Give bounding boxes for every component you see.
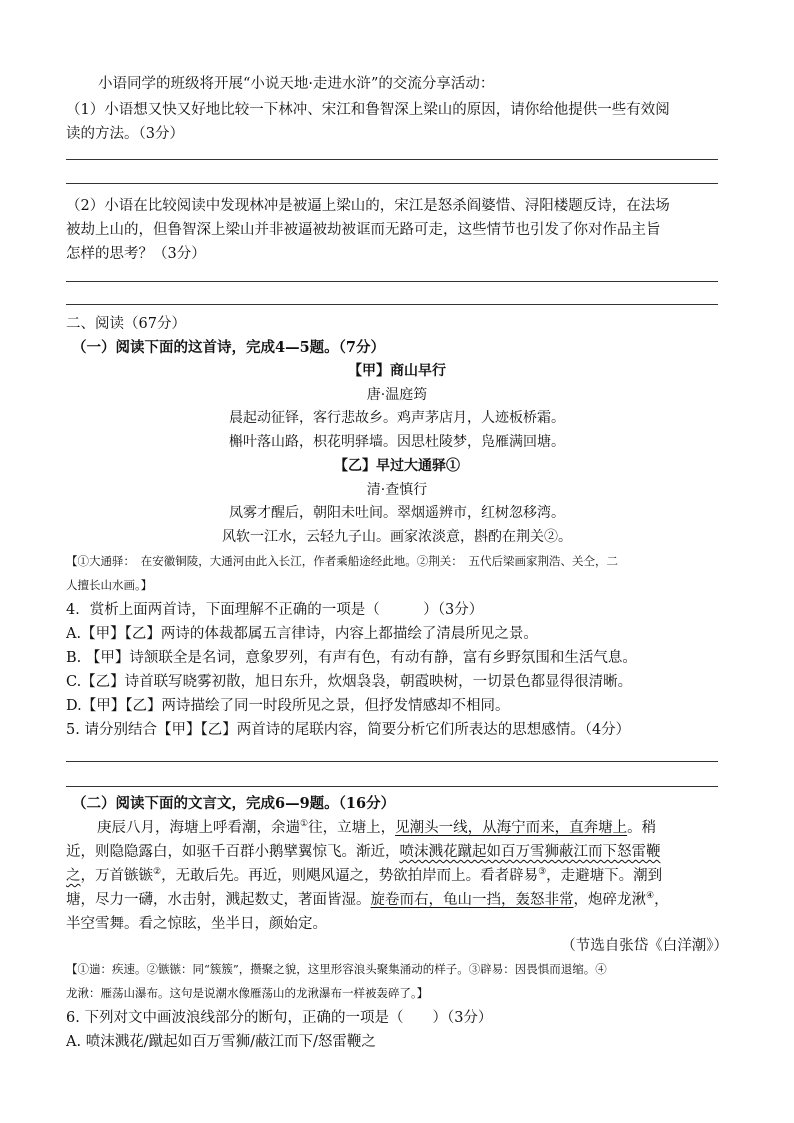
prose-text: 。稍 [627, 820, 657, 836]
footnote-mark: ① [300, 819, 309, 830]
prose-line [66, 866, 662, 886]
answer-line[interactable] [66, 159, 718, 160]
footnote-mark: ④ [646, 891, 655, 902]
prose-text: 塘，尽力一礴，水击射，溅起数丈，著面皆湿。 [66, 892, 371, 908]
question-4-option-c[interactable]: C.【乙】诗首联写晓雾初散，旭日东升，炊烟袅袅，朝霞映树，一切景色都显得很清晰。 [66, 674, 633, 690]
poem-2-line: 凤雾才醒后，朝阳未吐间。翠烟遥辨市，红树忽移湾。 [229, 505, 565, 521]
prose-text: ，炮碎龙湫 [573, 892, 646, 908]
poem-1-author: 唐·温庭筠 [366, 387, 428, 403]
poem-2-line [0, 527, 794, 547]
question-4-option-a[interactable]: A.【甲】【乙】两诗的体裁都属五言律诗，内容上都描绘了清晨所见之景。 [66, 626, 538, 642]
footnote-mark: ③ [538, 867, 547, 878]
question-6-option-a[interactable]: A. 喷沫溅花/蹴起如百万雪狮/蔽江而下/怒雷鞭之 [66, 1034, 376, 1050]
prose-text: ，走避塘下。潮到 [546, 868, 663, 884]
underlined-sentence: 见潮头一线，从海宁而来，直奔塘上 [395, 820, 628, 836]
poem-2-title-text: 【乙】早过大通驿 [334, 458, 446, 474]
poem-annotation: 【①大通驿： 在安徽铜陵，大通河由此入长江，作者乘船途经此地。②荆关： 五代后梁画家荆浩、关仝，二 [66, 554, 618, 568]
question-2-stem-cont: 怎样的思考？（3分） [66, 246, 206, 262]
part-2-heading: （二）阅读下面的文言文，完成6—9题。（16分） [72, 795, 396, 812]
answer-line[interactable] [66, 761, 718, 762]
poem-2-line-text: 风软一江水，云轻九子山。画家浓淡意，斟酌在荆关 [222, 529, 544, 545]
answer-line[interactable] [66, 281, 718, 282]
poem-1-title: 【甲】商山早行 [348, 363, 446, 379]
question-1-stem: （1）小语想又快又好地比较一下林冲、宋江和鲁智深上梁山的原因，请你给他提供一些有效阅 [66, 102, 670, 118]
prose-text: 庚辰八月，海塘上呼看潮，余遄 [97, 820, 300, 836]
intro-line: 小语同学的班级将开展“小说天地·走进水浒”的交流分享活动： [98, 76, 495, 92]
poem-2-author: 清·查慎行 [366, 482, 428, 498]
answer-line[interactable] [66, 304, 718, 305]
footnote-mark: ② [153, 867, 162, 878]
wavy-underlined-sentence: 之 [66, 868, 81, 884]
footnote-mark: ① [446, 458, 460, 474]
prose-text: ， [654, 892, 669, 908]
poem-2-title [0, 456, 794, 476]
prose-line [97, 818, 656, 838]
prose-text: ，万首镞镞 [80, 868, 153, 884]
question-4-option-b[interactable]: B. 【甲】诗颔联全是名词，意象罗列，有声有色，有动有静，富有乡野氛围和生活气息。 [66, 650, 637, 666]
poem-1-line: 晨起动征铎，客行悲故乡。鸡声茅店月，人迹板桥霜。 [229, 410, 565, 426]
question-2-stem-cont: 被劫上山的，但鲁智深上梁山并非被逼被劫被诓而无路可走，这些情节也引发了你对作品主旨 [66, 222, 661, 238]
poem-1-line: 槲叶落山路，枳花明驿墙。因思杜陵梦，凫雁满回塘。 [229, 434, 565, 450]
question-1-stem-cont: 读的方法。（3分） [66, 126, 184, 142]
answer-line[interactable] [66, 786, 718, 787]
section-title: 二、阅读（67分） [66, 316, 186, 332]
question-2-stem: （2）小语在比较阅读中发现林冲是被逼上梁山的，宋江是怒杀阎婆惜、浔阳楼题反诗，在法场 [66, 198, 670, 214]
question-6-stem: 6. 下列对文中画波浪线部分的断句，正确的一项是（ ）（3分） [66, 1010, 493, 1026]
footnote-mark: ② [544, 529, 558, 545]
question-4-option-d[interactable]: D.【甲】【乙】两诗描绘了同一时段所见之景，但抒发情感却不相同。 [66, 698, 510, 714]
question-4-stem: 4．赏析上面两首诗，下面理解不正确的一项是（ ）（3分） [66, 602, 484, 618]
poem-annotation-cont: 人擅长山水画。】 [66, 578, 153, 592]
prose-source: （节选自张岱《白洋潮》） [561, 938, 728, 954]
prose-annotation: 【①遄：疾速。②镞镞：同“簇簇”，攒聚之貌，这里形容浪头聚集涌动的样子。③辟易：因畏惧而退缩。④ [66, 962, 607, 976]
prose-annotation-cont: 龙湫：雁荡山瀑布。这句是说潮水像雁荡山的龙湫瀑布一样被轰碎了。】 [66, 986, 429, 1000]
prose-line [66, 842, 661, 862]
prose-text: ，无敢后先。再近，则飓风逼之，势欲拍岸而上。看者辟易 [161, 868, 539, 884]
prose-line [66, 890, 669, 910]
prose-line: 半空雪舞。看之惊眩，坐半日，颜始定。 [66, 916, 327, 932]
part-1-heading: （一）阅读下面的这首诗，完成4—5题。（7分） [72, 339, 386, 356]
answer-line[interactable] [66, 183, 718, 184]
prose-text: 近，则隐隐露白，如驱千百群小鹅擘翼惊飞。渐近， [66, 844, 400, 860]
prose-text: 往，立塘上， [308, 820, 396, 836]
wavy-underlined-sentence: 喷沫溅花蹴起如百万雪狮蔽江而下怒雷鞭 [399, 844, 661, 860]
question-5-stem: 5. 请分别结合【甲】【乙】两首诗的尾联内容，简要分析它们所表达的思想感情。（4分） [66, 722, 631, 738]
poem-2-line-end: 。 [558, 529, 572, 545]
underlined-sentence: 旋卷而右，龟山一挡，轰怒非常 [370, 892, 574, 908]
